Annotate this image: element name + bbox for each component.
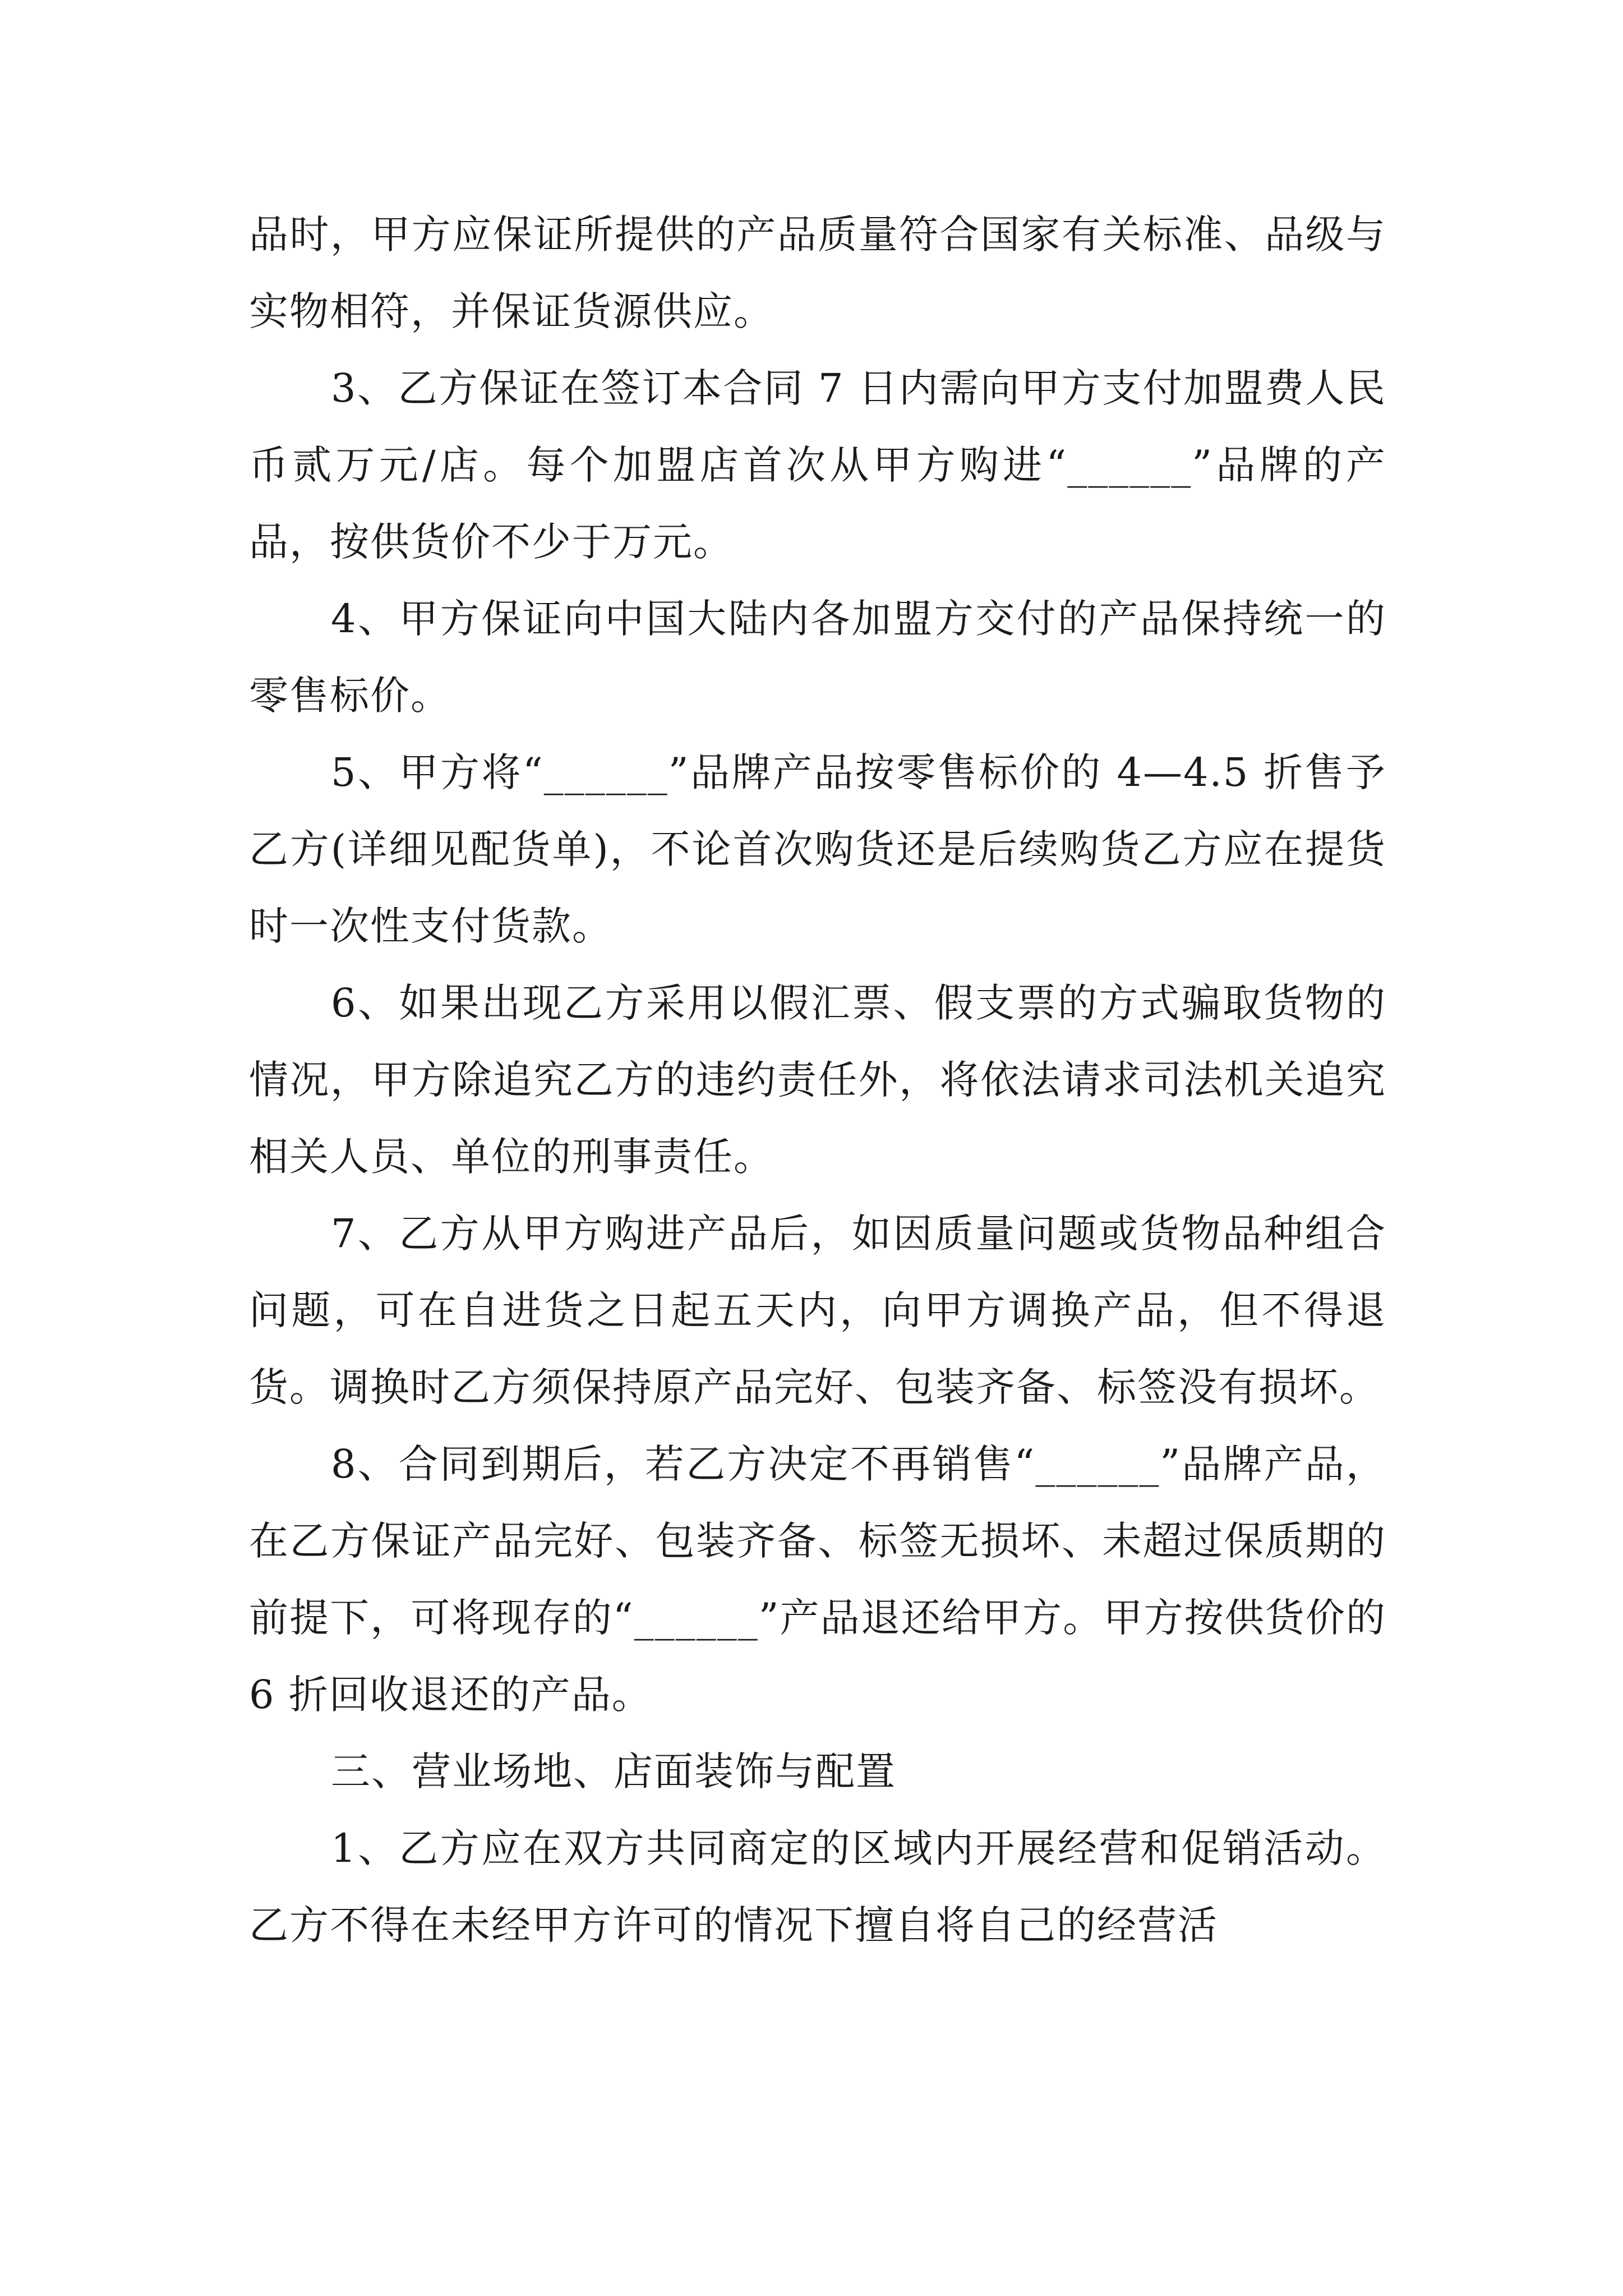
paragraph-clause-6: 6、如果出现乙方采用以假汇票、假支票的方式骗取货物的情况，甲方除追究乙方的违约责任外，将依法请求司法机关追究相关人员、单位的刑事责任。 [249, 980, 1386, 1180]
paragraph-1: 品时，甲方应保证所提供的产品质量符合国家有关标准、品级与实物相符，并保证货源供应。 [249, 211, 1386, 334]
paragraph-clause-3: 3、乙方保证在签订本合同 7 日内需向甲方支付加盟费人民币贰万元/店。每个加盟店首次从甲方购进“______”品牌的产品，按供货价不少于万元。 [249, 365, 1386, 565]
paragraph-clause-8: 8、合同到期后，若乙方决定不再销售“______”品牌产品，在乙方保证产品完好、包装齐备、标签无损坏、未超过保质期的前提下，可将现存的“______”产品退还给甲方。甲方按供货价的 6 折回收退还的产品。 [249, 1441, 1386, 1718]
document-body [249, 196, 1386, 1964]
paragraph-section-3-clause-1: 1、乙方应在双方共同商定的区域内开展经营和促销活动。乙方不得在未经甲方许可的情况下擅自将自己的经营活 [249, 1825, 1386, 1948]
paragraph-clause-4: 4、甲方保证向中国大陆内各加盟方交付的产品保持统一的零售标价。 [249, 596, 1386, 719]
paragraph-clause-5: 5、甲方将“______”品牌产品按零售标价的 4—4.5 折售予乙方(详细见配货单)，不论首次购货还是后续购货乙方应在提货时一次性支付货款。 [249, 749, 1386, 949]
paragraph-clause-7: 7、乙方从甲方购进产品后，如因质量问题或货物品种组合问题，可在自进货之日起五天内，向甲方调换产品，但不得退货。调换时乙方须保持原产品完好、包装齐备、标签没有损坏。 [249, 1211, 1386, 1410]
section-heading-3: 三、营业场地、店面装饰与配置 [331, 1749, 896, 1795]
